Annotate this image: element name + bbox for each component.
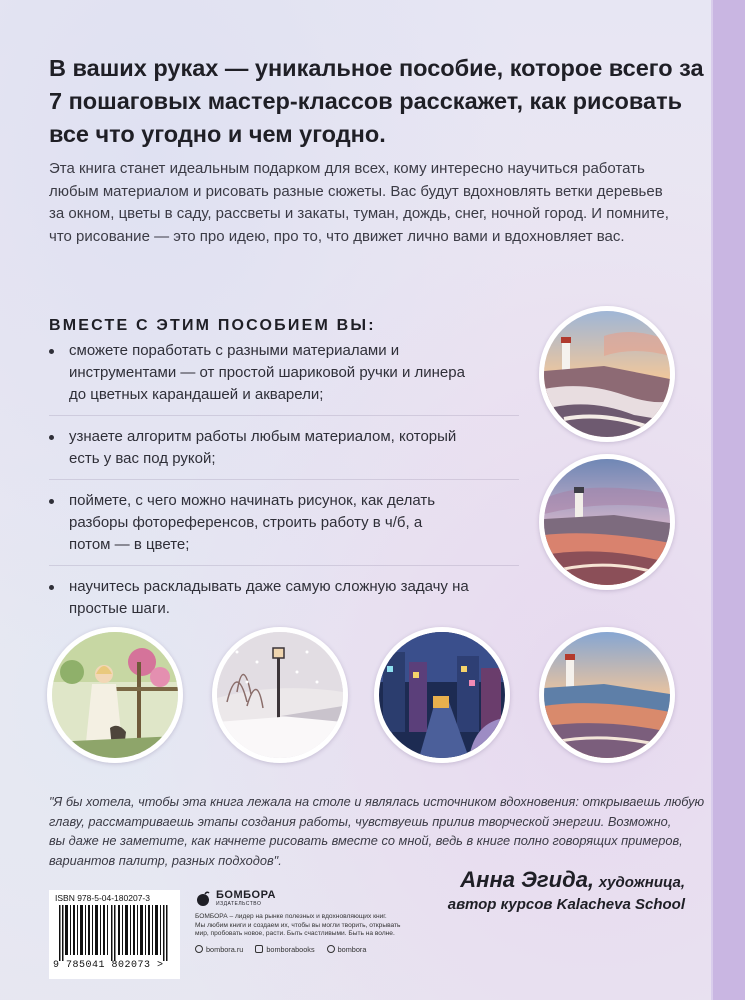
blurb-line: мир, пробовать новое, расти. Быть счастливыми. Быть на волне. [195, 930, 395, 938]
list-item-line: поймете, с чего можно начинать рисунок, как делать [69, 492, 436, 509]
publisher-logo [195, 890, 435, 907]
quote-line: "Я бы хотела, чтобы эта книга лежала на столе и являлась источником вдохновения: открываешь любую [49, 794, 705, 809]
benefits-list [49, 340, 519, 639]
illustration-snowy-street [212, 627, 348, 763]
author-courses: автор курсов Kalacheva School [447, 896, 685, 913]
spine-edge [711, 0, 713, 1000]
vk-link-label: bomborabooks [266, 944, 315, 954]
list-title: ВМЕСТЕ С ЭТИМ ПОСОБИЕМ ВЫ: [49, 317, 376, 334]
author-signature [448, 868, 685, 915]
illustration-lighthouse-sunset [539, 306, 675, 442]
headline-line: 7 пошаговых мастер-классов расскажет, как рисовать [49, 88, 683, 114]
quote-line: вы даже не заметите, как начнете рисовать вместе со мной, ведь в книге полно говорящих примеров, [49, 833, 683, 848]
blurb-line: БОМБОРА – лидер на рынке полезных и вдохновляющих книг. [195, 913, 387, 920]
list-item [49, 426, 519, 480]
quote-line: главу, рассматриваешь этапы создания работы, чувствуешь прилив творческой энергии. Возможно, [49, 813, 672, 829]
publisher-subtitle: ИЗДАТЕЛЬСТВО [216, 901, 262, 907]
publisher-blurb [195, 913, 435, 939]
list-item [49, 340, 519, 416]
illustration-lighthouse-dusk [539, 454, 675, 590]
headline-line: все что угодно и чем угодно. [49, 121, 386, 147]
intro-paragraph [49, 158, 689, 248]
barcode-icon [55, 905, 173, 961]
illustration-night-city [374, 627, 510, 763]
bullet-dot-icon [49, 585, 54, 590]
barcode-digits: 9 785041 802073 > [53, 960, 164, 971]
blurb-line: Мы любим книги и создаем их, чтобы вы могли творить, открывать [195, 921, 401, 929]
bullet-dot-icon [49, 435, 54, 440]
publisher-name: БОМБОРА [216, 889, 276, 901]
website-link-label: bombora.ru [206, 944, 244, 954]
intro-line: что рисование — это про идею, про то, что движет лично вами и вдохновляет вас. [49, 227, 625, 245]
list-item-line: научитесь раскладывать даже самую сложную задачу на [69, 578, 469, 595]
bullet-dot-icon [49, 499, 54, 504]
telegram-icon [327, 945, 335, 953]
list-item-line: до цветных карандашей и акварели; [69, 386, 324, 403]
headline-line: В ваших руках — уникальное пособие, которое всего за [49, 55, 704, 81]
intro-line: Эта книга станет идеальным подарком для всех, кому интересно научиться работать [49, 160, 645, 177]
vk-icon [255, 945, 263, 953]
list-item-line: инструментами — от простой шариковой ручки и линера [69, 364, 465, 381]
list-item-line: потом — в цвете; [69, 536, 190, 553]
list-item-line: узнаете алгоритм работы любым материалом, который [69, 428, 457, 445]
website-link[interactable] [195, 945, 243, 954]
list-item-line: есть у вас под рукой; [69, 450, 216, 467]
vk-link[interactable] [255, 945, 314, 954]
social-link[interactable] [327, 945, 367, 954]
book-spine [713, 0, 745, 1000]
list-item [49, 576, 519, 629]
publisher-block [195, 890, 435, 954]
isbn-label: ISBN 978-5-04-180207-3 [55, 893, 150, 903]
author-role: художница, [598, 874, 685, 891]
headline [49, 52, 704, 151]
intro-line: за окном, цветы в саду, рассветы и закаты, туман, дождь, снег, ночной город. И помните, [49, 205, 669, 222]
social-link-label: bombora [337, 944, 367, 954]
barcode-box [49, 890, 180, 979]
list-item [49, 490, 519, 566]
author-quote [49, 792, 705, 870]
list-item-line: сможете поработать с разными материалами и [69, 342, 400, 359]
globe-icon [195, 945, 203, 953]
bombora-logo-icon [195, 891, 211, 907]
bullet-dot-icon [49, 349, 54, 354]
author-name: Анна Эгида, [460, 867, 595, 892]
illustration-lighthouse-dawn [539, 627, 675, 763]
intro-line: любым материалом и рисовать разные сюжеты. Вас будут вдохновлять ветки деревьев [49, 182, 663, 200]
publisher-links [195, 945, 435, 954]
list-item-line: простые шаги. [69, 600, 170, 617]
illustration-girl-in-garden [47, 627, 183, 763]
list-item-line: разборы фотореференсов, строить работу в ч/б, а [69, 514, 423, 531]
quote-line: вариантов палитр, разных подходов". [49, 852, 282, 868]
